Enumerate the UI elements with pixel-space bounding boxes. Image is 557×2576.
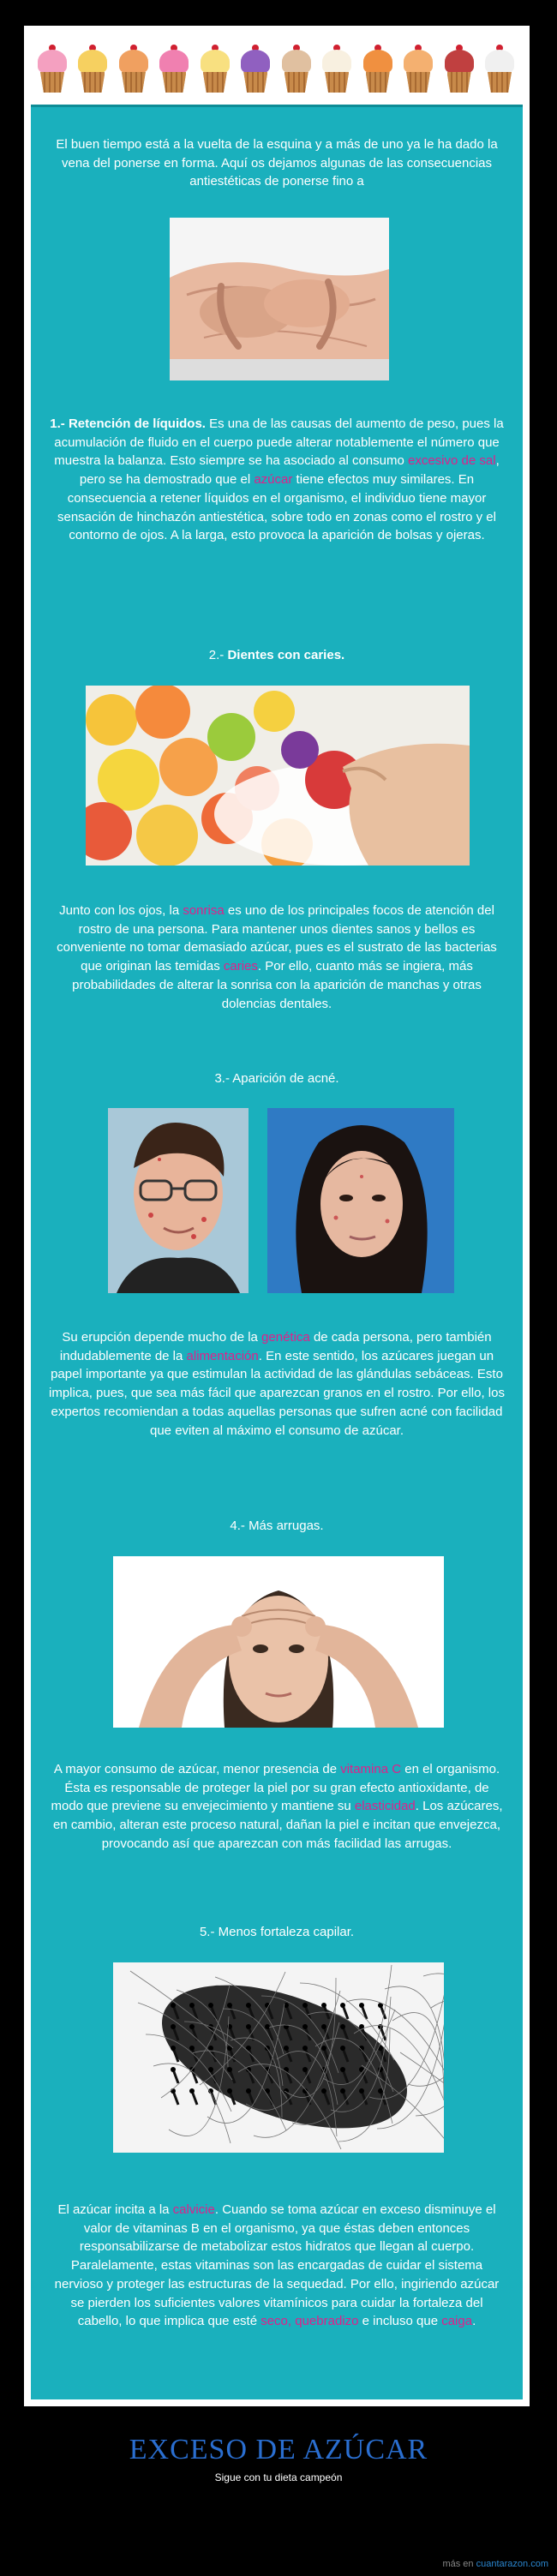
section-1-text [48,415,506,545]
section-3-part: de cada persona, pero también indudablemente de la [59,1330,492,1363]
section-2-title: Dientes con caries. [227,648,345,662]
hairbrush-image [113,1962,444,2153]
link-calvicie[interactable]: calvicie [172,2202,215,2217]
section-3-part: Su erupción depende mucho de la [62,1330,262,1345]
wrinkles-image [113,1556,444,1728]
link-elasticidad[interactable]: elasticidad [354,1799,416,1814]
section-4-part: A mayor consumo de azúcar, menor presencia de [53,1762,341,1776]
cupcake-icon [443,48,476,94]
section-5-part: . [472,2314,476,2329]
cupcake-icon [320,48,353,94]
cupcake-icon [362,48,394,94]
intro-text: El buen tiempo está a la vuelta de la esquina y a más de uno ya le ha dado la vena del ponerse en forma. Aquí os dejamos algunas de las consecuencias antiestéticas de ponerse fino a [56,137,498,189]
footer-prefix: más en [442,2559,476,2569]
cupcake-icon [158,48,190,94]
candy-image [86,686,470,866]
link-vitamina-c[interactable]: vitamina C [340,1762,402,1776]
section-4-heading: 4.- Más arrugas. [230,1519,324,1533]
link-caiga[interactable]: caiga [441,2314,473,2329]
section-2-part: Junto con los ojos, la [59,903,183,918]
footer-site-link[interactable]: cuantarazon.com [476,2559,548,2569]
acne-girl-image [267,1108,454,1293]
link-alimentacion[interactable]: alimentación [186,1348,259,1363]
cupcake-icon [117,48,150,94]
link-azucar[interactable]: azúcar [254,472,293,488]
section-2-part: . Por ello, cuanto más se ingiera, más probabilidades de alterar la sonrisa con la aparición de manchas y otras dolencias dentales. [72,959,482,1011]
section-2-text [48,902,506,1013]
section-4-part: en el organismo. Ésta es responsable de proteger la piel por su gran efecto antioxidante, de modo que previene su envejecimiento y mantiene su [51,1762,500,1814]
cupcake-icon [199,48,231,94]
belly-image [170,218,389,380]
footer-credit [442,2559,548,2569]
acne-boy-image [108,1108,249,1293]
section-5-part: e incluso que [358,2314,442,2329]
poster-subtitle: Sigue con tu dieta campeón [214,2471,343,2483]
link-excesivo-de-sal[interactable]: excesivo de sal [408,453,496,469]
link-caries[interactable]: caries [223,959,258,974]
cupcake-icon [36,48,69,94]
cupcake-icon [402,48,434,94]
section-1-part: tiene efectos muy similares. En consecuencia a retener líquidos en el organismo, el individuo tiene mayor sensación de hinchazón antiestética, sobre todo en zonas como el rostro y el contorno de ojos. A la larga, esto provoca la aparición de bolsas y ojeras. [57,472,496,543]
section-2-number: 2.- [208,648,228,662]
section-1-part: , pero se ha demostrado que el [79,453,500,488]
cupcake-icon [76,48,109,94]
cupcake-row [36,46,516,94]
section-1-part: Es una de las causas del aumento de peso, pues la acumulación de fluido en el cuerpo puede alterar notablemente el número que muestra la balanza. Esto siempre se ha asociado al consumo [54,416,504,469]
section-5-part: . Cuando se toma azúcar en exceso disminuye el valor de vitaminas B en el organismo, ya que éstas deben entonces responsabilizarse de metabolizar estos hidratos que llegan al cuerpo. Paralelamente, estas vitaminas son las encargadas de cuidar el sistema nervioso y proteger las estructuras de la sequedad. Por ello, ingiriendo azúcar se pierden los suficientes valores vitamínicos para cuidar la fortaleza del cabello, lo que implica que esté [54,2202,500,2329]
link-genetica[interactable]: genética [261,1330,310,1345]
link-seco-quebradizo[interactable]: seco, quebradizo [261,2314,359,2329]
section-5-text [48,2201,506,2331]
section-2-part: es uno de los principales focos de atención del rostro de una persona. Para mantener unos dientes sanos y bellos es conveniente no tomar demasiado azúcar, pues es el sustrato de las bacterias que originan las temidas [57,903,497,974]
poster-title: EXCESO DE AZÚCAR [129,2434,428,2465]
section-4-part: . Los azúcares, en cambio, alteran este proceso natural, dañan la piel e incitan que envejezca, provocando así que aparezcan con más facilidad las arrugas. [52,1799,503,1851]
cupcake-icon [483,48,516,94]
section-1-title: 1.- Retención de líquidos. [50,416,206,431]
section-3-text [48,1328,506,1440]
section-4-text [48,1760,506,1854]
section-2-heading [48,648,506,662]
section-5-heading: 5.- Menos fortaleza capilar. [199,1925,355,1939]
section-3-part: . En este sentido, los azúcares juegan un papel importante ya que estimulan la actividad de las glándulas sebáceas. Esto implica, pues, que sea más fácil que aparezcan granos en el rostro. Por ello, los expertos recomiendan a todas aquellas personas que sufren acné con facilidad que eviten al máximo el consumo de azúcar. [49,1348,505,1438]
section-3-heading: 3.- Aparición de acné. [214,1071,339,1086]
link-sonrisa[interactable]: sonrisa [183,903,225,918]
cupcake-icon [280,48,313,94]
cupcake-icon [239,48,272,94]
poster-caption [0,2434,557,2483]
poster [31,34,523,2399]
cupcake-banner [31,34,523,107]
section-5-part: El azúcar incita a la [57,2202,173,2217]
